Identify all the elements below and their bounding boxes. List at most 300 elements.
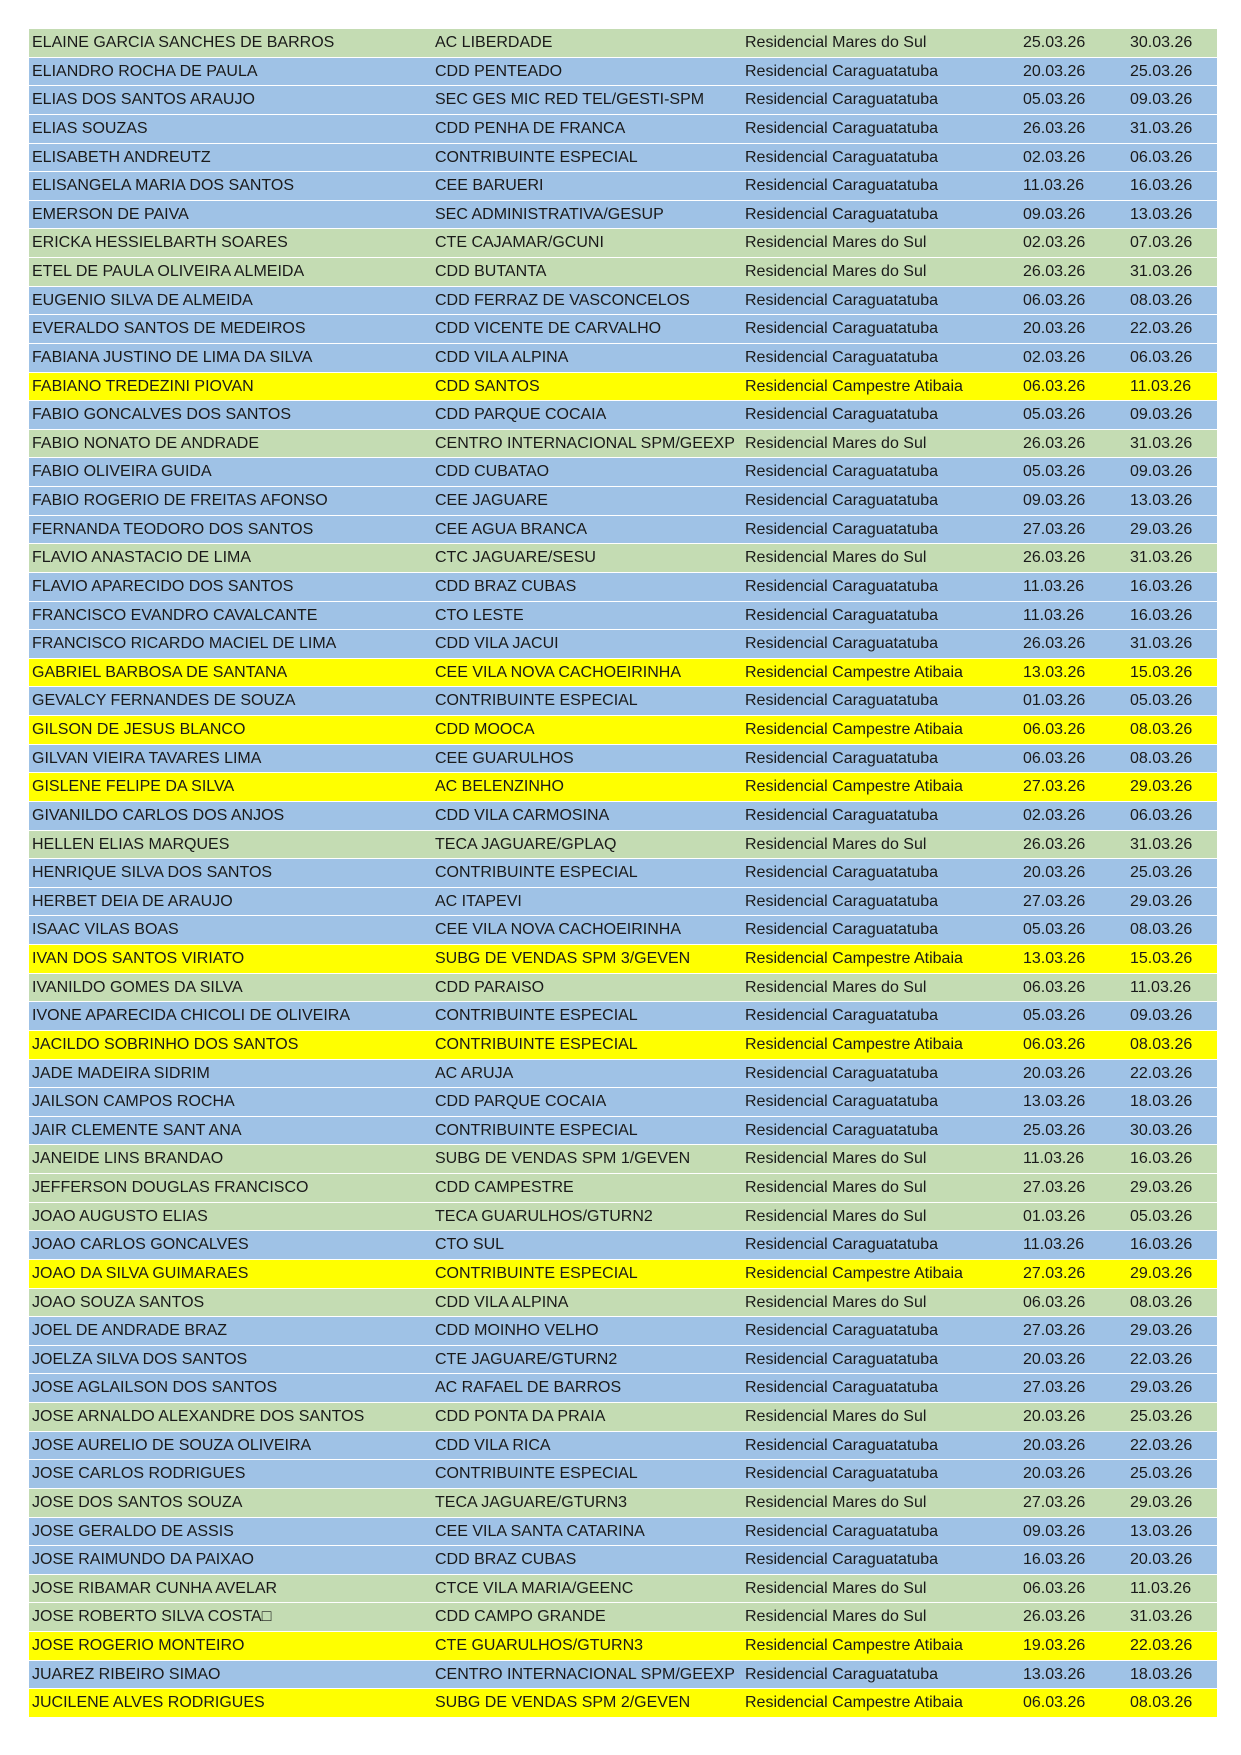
unit-cell: CEE AGUA BRANCA xyxy=(435,520,588,538)
guest-name-cell: ELIAS DOS SANTOS ARAUJO xyxy=(32,91,255,109)
unit-cell: CONTRIBUINTE ESPECIAL xyxy=(435,864,638,882)
guest-name-cell: JOSE DOS SANTOS SOUZA xyxy=(32,1493,243,1511)
residence-cell: Residencial Campestre Atibaia xyxy=(745,1264,963,1282)
residence-cell: Residencial Caraguatatuba xyxy=(745,749,939,767)
start-date-cell: 13.03.26 xyxy=(1023,663,1086,681)
residence-cell: Residencial Mares do Sul xyxy=(745,1408,927,1425)
residence-cell: Residencial Caraguatatuba xyxy=(745,205,939,223)
residence-cell: Residencial Caraguatatuba xyxy=(745,1236,939,1254)
end-date-cell: 29.03.26 xyxy=(1130,778,1193,796)
end-date-cell: 30.03.26 xyxy=(1130,34,1193,51)
unit-cell: SUBG DE VENDAS SPM 1/GEVEN xyxy=(435,1150,691,1168)
start-date-cell: 19.03.26 xyxy=(1023,1637,1086,1654)
guest-name-cell: JOSE ARNALDO ALEXANDRE DOS SANTOS xyxy=(32,1408,365,1425)
unit-cell: CTE CAJAMAR/GCUNI xyxy=(435,234,604,252)
table-row xyxy=(29,1546,1217,1575)
residence-cell: Residencial Mares do Sul xyxy=(745,34,927,51)
end-date-cell: 31.03.26 xyxy=(1130,835,1193,853)
end-date-cell: 18.03.26 xyxy=(1130,1093,1193,1111)
end-date-cell: 25.03.26 xyxy=(1130,62,1193,80)
start-date-cell: 26.03.26 xyxy=(1023,549,1086,567)
residence-cell: Residencial Campestre Atibaia xyxy=(745,1694,963,1712)
start-date-cell: 01.03.26 xyxy=(1023,692,1086,710)
start-date-cell: 06.03.26 xyxy=(1023,1293,1086,1311)
residence-cell: Residencial Caraguatatuba xyxy=(745,806,939,824)
guest-name-cell: HENRIQUE SILVA DOS SANTOS xyxy=(32,864,273,882)
residence-cell: Residencial Campestre Atibaia xyxy=(745,950,963,967)
start-date-cell: 27.03.26 xyxy=(1023,1264,1086,1282)
end-date-cell: 13.03.26 xyxy=(1130,492,1193,509)
table-row xyxy=(29,1145,1217,1174)
residence-cell: Residencial Mares do Sul xyxy=(745,1293,927,1311)
unit-cell: CTO SUL xyxy=(435,1236,505,1254)
table-row xyxy=(29,1346,1217,1375)
start-date-cell: 05.03.26 xyxy=(1023,1007,1086,1025)
table-row xyxy=(29,1231,1217,1260)
unit-cell: CDD PARQUE COCAIA xyxy=(435,1093,607,1111)
guest-name-cell: JOAO DA SILVA GUIMARAES xyxy=(32,1264,249,1282)
end-date-cell: 31.03.26 xyxy=(1130,263,1193,280)
guest-name-cell: ISAAC VILAS BOAS xyxy=(32,921,179,939)
unit-cell: SEC GES MIC RED TEL/GESTI-SPM xyxy=(435,91,705,109)
end-date-cell: 29.03.26 xyxy=(1130,892,1193,910)
end-date-cell: 13.03.26 xyxy=(1130,205,1193,223)
table-row xyxy=(29,1518,1217,1547)
start-date-cell: 13.03.26 xyxy=(1023,950,1086,967)
end-date-cell: 18.03.26 xyxy=(1130,1665,1193,1683)
guest-name-cell: ELAINE GARCIA SANCHES DE BARROS xyxy=(32,34,335,51)
unit-cell: CDD VILA CARMOSINA xyxy=(435,806,610,824)
start-date-cell: 11.03.26 xyxy=(1023,177,1085,195)
end-date-cell: 09.03.26 xyxy=(1130,91,1193,109)
residence-cell: Residencial Mares do Sul xyxy=(745,1150,927,1168)
start-date-cell: 20.03.26 xyxy=(1023,864,1086,882)
unit-cell: CONTRIBUINTE ESPECIAL xyxy=(435,148,638,166)
guest-name-cell: JOAO SOUZA SANTOS xyxy=(32,1293,205,1311)
unit-cell: CONTRIBUINTE ESPECIAL xyxy=(435,1465,638,1483)
guest-name-cell: JOSE GERALDO DE ASSIS xyxy=(32,1522,234,1540)
guest-name-cell: JACILDO SOBRINHO DOS SANTOS xyxy=(32,1035,299,1053)
end-date-cell: 15.03.26 xyxy=(1130,950,1193,967)
guest-name-cell: ELISANGELA MARIA DOS SANTOS xyxy=(32,177,295,195)
end-date-cell: 31.03.26 xyxy=(1130,119,1193,137)
end-date-cell: 05.03.26 xyxy=(1130,692,1193,710)
start-date-cell: 05.03.26 xyxy=(1023,406,1086,424)
table-row xyxy=(29,487,1217,516)
end-date-cell: 30.03.26 xyxy=(1130,1121,1193,1139)
table-row xyxy=(29,115,1217,144)
table-row xyxy=(29,58,1217,87)
end-date-cell: 20.03.26 xyxy=(1130,1551,1193,1569)
start-date-cell: 11.03.26 xyxy=(1023,606,1085,624)
guest-name-cell: JUAREZ RIBEIRO SIMAO xyxy=(32,1665,221,1683)
unit-cell: CEE JAGUARE xyxy=(435,492,548,509)
table-row xyxy=(29,144,1217,173)
end-date-cell: 15.03.26 xyxy=(1130,663,1193,681)
end-date-cell: 25.03.26 xyxy=(1130,864,1193,882)
guest-name-cell: FLAVIO APARECIDO DOS SANTOS xyxy=(32,577,294,595)
table-row xyxy=(29,916,1217,945)
start-date-cell: 06.03.26 xyxy=(1023,978,1086,996)
table-row xyxy=(29,773,1217,802)
end-date-cell: 06.03.26 xyxy=(1130,806,1193,824)
residence-cell: Residencial Mares do Sul xyxy=(745,978,927,996)
start-date-cell: 06.03.26 xyxy=(1023,377,1086,395)
table-row xyxy=(29,1403,1217,1432)
table-row xyxy=(29,1031,1217,1060)
residence-cell: Residencial Campestre Atibaia xyxy=(745,721,963,738)
start-date-cell: 11.03.26 xyxy=(1023,1150,1085,1168)
residence-cell: Residencial Caraguatatuba xyxy=(745,692,939,710)
residence-cell: Residencial Campestre Atibaia xyxy=(745,663,963,681)
start-date-cell: 20.03.26 xyxy=(1023,1408,1086,1425)
start-date-cell: 05.03.26 xyxy=(1023,91,1086,109)
guest-name-cell: JOSE AGLAILSON DOS SANTOS xyxy=(32,1379,278,1397)
guest-name-cell: JUCILENE ALVES RODRIGUES xyxy=(32,1694,265,1712)
guest-name-cell: HELLEN ELIAS MARQUES xyxy=(32,835,230,853)
start-date-cell: 27.03.26 xyxy=(1023,778,1086,796)
residence-cell: Residencial Mares do Sul xyxy=(745,263,927,280)
table-row xyxy=(29,516,1217,545)
table-row xyxy=(29,602,1217,631)
end-date-cell: 29.03.26 xyxy=(1130,1264,1193,1282)
start-date-cell: 26.03.26 xyxy=(1023,635,1086,653)
guest-name-cell: JOAO CARLOS GONCALVES xyxy=(32,1236,249,1254)
residence-cell: Residencial Caraguatatuba xyxy=(745,1465,939,1483)
table-row xyxy=(29,1174,1217,1203)
end-date-cell: 11.03.26 xyxy=(1130,978,1192,996)
end-date-cell: 22.03.26 xyxy=(1130,1350,1193,1368)
guest-name-cell: FABIANA JUSTINO DE LIMA DA SILVA xyxy=(32,348,313,366)
start-date-cell: 26.03.26 xyxy=(1023,1608,1086,1626)
end-date-cell: 09.03.26 xyxy=(1130,1007,1193,1025)
end-date-cell: 16.03.26 xyxy=(1130,1236,1193,1254)
guest-name-cell: FABIO NONATO DE ANDRADE xyxy=(32,434,260,452)
table-row xyxy=(29,258,1217,287)
guest-name-cell: FABIANO TREDEZINI PIOVAN xyxy=(32,377,254,395)
start-date-cell: 05.03.26 xyxy=(1023,921,1086,939)
residence-cell: Residencial Caraguatatuba xyxy=(745,921,939,939)
table-row xyxy=(29,1661,1217,1690)
start-date-cell: 25.03.26 xyxy=(1023,34,1086,51)
table-row xyxy=(29,1374,1217,1403)
end-date-cell: 29.03.26 xyxy=(1130,1493,1193,1511)
table-row xyxy=(29,1117,1217,1146)
start-date-cell: 27.03.26 xyxy=(1023,520,1086,538)
table-row xyxy=(29,401,1217,430)
guest-name-cell: JOEL DE ANDRADE BRAZ xyxy=(32,1322,228,1340)
residence-cell: Residencial Mares do Sul xyxy=(745,1608,927,1626)
guest-name-cell: JANEIDE LINS BRANDAO xyxy=(32,1150,224,1168)
unit-cell: CEE VILA SANTA CATARINA xyxy=(435,1522,645,1540)
end-date-cell: 16.03.26 xyxy=(1130,1150,1193,1168)
start-date-cell: 01.03.26 xyxy=(1023,1207,1086,1225)
end-date-cell: 29.03.26 xyxy=(1130,1322,1193,1340)
start-date-cell: 27.03.26 xyxy=(1023,1379,1086,1397)
end-date-cell: 09.03.26 xyxy=(1130,406,1193,424)
end-date-cell: 25.03.26 xyxy=(1130,1408,1193,1425)
end-date-cell: 31.03.26 xyxy=(1130,1608,1193,1626)
unit-cell: CTO LESTE xyxy=(435,606,524,624)
table-row xyxy=(29,831,1217,860)
end-date-cell: 16.03.26 xyxy=(1130,606,1193,624)
guest-name-cell: EVERALDO SANTOS DE MEDEIROS xyxy=(32,320,306,338)
residence-cell: Residencial Mares do Sul xyxy=(745,549,927,567)
table-row xyxy=(29,1203,1217,1232)
table-row xyxy=(29,859,1217,888)
start-date-cell: 06.03.26 xyxy=(1023,1035,1086,1053)
unit-cell: TECA JAGUARE/GPLAQ xyxy=(435,835,617,853)
table-row xyxy=(29,974,1217,1003)
unit-cell: CDD FERRAZ DE VASCONCELOS xyxy=(435,291,690,309)
end-date-cell: 08.03.26 xyxy=(1130,1694,1193,1712)
table-row xyxy=(29,687,1217,716)
unit-cell: AC LIBERDADE xyxy=(435,34,553,51)
start-date-cell: 26.03.26 xyxy=(1023,263,1086,280)
guest-name-cell: ELIANDRO ROCHA DE PAULA xyxy=(32,62,258,80)
guest-name-cell: FRANCISCO RICARDO MACIEL DE LIMA xyxy=(32,635,337,653)
residence-cell: Residencial Caraguatatuba xyxy=(745,1121,939,1139)
unit-cell: CDD PENTEADO xyxy=(435,62,563,80)
unit-cell: CONTRIBUINTE ESPECIAL xyxy=(435,1007,638,1025)
table-row xyxy=(29,630,1217,659)
start-date-cell: 20.03.26 xyxy=(1023,1350,1086,1368)
start-date-cell: 26.03.26 xyxy=(1023,119,1086,137)
residence-cell: Residencial Campestre Atibaia xyxy=(745,1035,963,1053)
end-date-cell: 09.03.26 xyxy=(1130,463,1193,481)
unit-cell: CDD CAMPO GRANDE xyxy=(435,1608,606,1626)
unit-cell: CEE GUARULHOS xyxy=(435,749,574,767)
residence-cell: Residencial Mares do Sul xyxy=(745,1579,927,1597)
start-date-cell: 06.03.26 xyxy=(1023,749,1086,767)
table-row xyxy=(29,544,1217,573)
unit-cell: CEE BARUERI xyxy=(435,177,544,195)
guest-name-cell: JOSE ROGERIO MONTEIRO xyxy=(32,1637,245,1654)
guest-name-cell: ELISABETH ANDREUTZ xyxy=(32,148,211,166)
residence-cell: Residencial Caraguatatuba xyxy=(745,606,939,624)
residence-cell: Residencial Caraguatatuba xyxy=(745,1551,939,1569)
residence-cell: Residencial Caraguatatuba xyxy=(745,1522,939,1540)
unit-cell: CDD PARQUE COCAIA xyxy=(435,406,607,424)
unit-cell: CONTRIBUINTE ESPECIAL xyxy=(435,1035,638,1053)
unit-cell: CDD MOINHO VELHO xyxy=(435,1322,599,1340)
end-date-cell: 31.03.26 xyxy=(1130,549,1193,567)
end-date-cell: 07.03.26 xyxy=(1130,234,1193,252)
table-row xyxy=(29,1460,1217,1489)
residence-cell: Residencial Caraguatatuba xyxy=(745,91,939,109)
end-date-cell: 08.03.26 xyxy=(1130,721,1193,738)
residence-cell: Residencial Caraguatatuba xyxy=(745,177,939,195)
unit-cell: TECA JAGUARE/GTURN3 xyxy=(435,1493,628,1511)
start-date-cell: 06.03.26 xyxy=(1023,1579,1086,1597)
residence-cell: Residencial Caraguatatuba xyxy=(745,1379,939,1397)
unit-cell: CDD VILA ALPINA xyxy=(435,1293,569,1311)
table-row xyxy=(29,1432,1217,1461)
unit-cell: CDD BUTANTA xyxy=(435,263,547,280)
end-date-cell: 22.03.26 xyxy=(1130,1637,1193,1654)
guest-name-cell: ETEL DE PAULA OLIVEIRA ALMEIDA xyxy=(32,263,305,280)
guest-name-cell: FABIO OLIVEIRA GUIDA xyxy=(32,463,212,481)
guest-name-cell: JADE MADEIRA SIDRIM xyxy=(32,1064,210,1082)
table-row xyxy=(29,373,1217,402)
table-row xyxy=(29,659,1217,688)
guest-name-cell: FLAVIO ANASTACIO DE LIMA xyxy=(32,549,252,567)
guest-name-cell: IVAN DOS SANTOS VIRIATO xyxy=(32,950,245,967)
unit-cell: CONTRIBUINTE ESPECIAL xyxy=(435,1264,638,1282)
guest-name-cell: ELIAS SOUZAS xyxy=(32,119,148,137)
table-row xyxy=(29,716,1217,745)
table-row xyxy=(29,1260,1217,1289)
start-date-cell: 26.03.26 xyxy=(1023,434,1086,452)
start-date-cell: 27.03.26 xyxy=(1023,892,1086,910)
start-date-cell: 27.03.26 xyxy=(1023,1179,1086,1196)
table-row xyxy=(29,1689,1217,1718)
unit-cell: SUBG DE VENDAS SPM 2/GEVEN xyxy=(435,1694,691,1712)
end-date-cell: 13.03.26 xyxy=(1130,1522,1193,1540)
guest-name-cell: ERICKA HESSIELBARTH SOARES xyxy=(32,234,288,252)
start-date-cell: 20.03.26 xyxy=(1023,1436,1086,1454)
unit-cell: CDD SANTOS xyxy=(435,377,540,395)
table-row xyxy=(29,86,1217,115)
end-date-cell: 06.03.26 xyxy=(1130,148,1193,166)
unit-cell: CTCE VILA MARIA/GEENC xyxy=(435,1579,634,1597)
residence-cell: Residencial Mares do Sul xyxy=(745,434,927,452)
start-date-cell: 13.03.26 xyxy=(1023,1665,1086,1683)
start-date-cell: 11.03.26 xyxy=(1023,1236,1085,1254)
reservation-table xyxy=(29,29,1217,1718)
guest-name-cell: JAILSON CAMPOS ROCHA xyxy=(32,1093,235,1111)
start-date-cell: 09.03.26 xyxy=(1023,492,1086,509)
table-row xyxy=(29,1489,1217,1518)
residence-cell: Residencial Caraguatatuba xyxy=(745,577,939,595)
table-row xyxy=(29,287,1217,316)
residence-cell: Residencial Caraguatatuba xyxy=(745,291,939,309)
end-date-cell: 06.03.26 xyxy=(1130,348,1193,366)
residence-cell: Residencial Caraguatatuba xyxy=(745,492,939,509)
unit-cell: CONTRIBUINTE ESPECIAL xyxy=(435,1121,638,1139)
residence-cell: Residencial Caraguatatuba xyxy=(745,148,939,166)
guest-name-cell: JOSE CARLOS RODRIGUES xyxy=(32,1465,246,1483)
end-date-cell: 22.03.26 xyxy=(1130,1064,1193,1082)
guest-name-cell: JOSE RIBAMAR CUNHA AVELAR xyxy=(32,1579,278,1597)
guest-name-cell: GISLENE FELIPE DA SILVA xyxy=(32,778,235,796)
start-date-cell: 27.03.26 xyxy=(1023,1322,1086,1340)
residence-cell: Residencial Caraguatatuba xyxy=(745,1665,939,1683)
start-date-cell: 13.03.26 xyxy=(1023,1093,1086,1111)
unit-cell: CEE VILA NOVA CACHOEIRINHA xyxy=(435,921,681,939)
guest-name-cell: FRANCISCO EVANDRO CAVALCANTE xyxy=(32,606,318,624)
end-date-cell: 22.03.26 xyxy=(1130,1436,1193,1454)
start-date-cell: 05.03.26 xyxy=(1023,463,1086,481)
unit-cell: SUBG DE VENDAS SPM 3/GEVEN xyxy=(435,950,691,967)
residence-cell: Residencial Caraguatatuba xyxy=(745,463,939,481)
unit-cell: TECA GUARULHOS/GTURN2 xyxy=(435,1207,653,1225)
unit-cell: CTE GUARULHOS/GTURN3 xyxy=(435,1637,644,1654)
start-date-cell: 26.03.26 xyxy=(1023,835,1086,853)
table-row xyxy=(29,430,1217,459)
guest-name-cell: JOELZA SILVA DOS SANTOS xyxy=(32,1350,248,1368)
unit-cell: CDD PARAISO xyxy=(435,978,545,996)
residence-cell: Residencial Mares do Sul xyxy=(745,234,927,252)
unit-cell: AC BELENZINHO xyxy=(435,778,564,796)
unit-cell: AC RAFAEL DE BARROS xyxy=(435,1379,622,1397)
unit-cell: CDD VILA JACUI xyxy=(435,635,559,653)
end-date-cell: 29.03.26 xyxy=(1130,520,1193,538)
end-date-cell: 29.03.26 xyxy=(1130,1379,1193,1397)
table-row xyxy=(29,458,1217,487)
residence-cell: Residencial Caraguatatuba xyxy=(745,406,939,424)
table-row xyxy=(29,1317,1217,1346)
end-date-cell: 08.03.26 xyxy=(1130,921,1193,939)
table-row xyxy=(29,1603,1217,1632)
guest-name-cell: FERNANDA TEODORO DOS SANTOS xyxy=(32,520,314,538)
residence-cell: Residencial Mares do Sul xyxy=(745,835,927,853)
table-row xyxy=(29,888,1217,917)
residence-cell: Residencial Caraguatatuba xyxy=(745,1093,939,1111)
start-date-cell: 09.03.26 xyxy=(1023,1522,1086,1540)
table-row xyxy=(29,201,1217,230)
table-row xyxy=(29,172,1217,201)
guest-name-cell: JOSE AURELIO DE SOUZA OLIVEIRA xyxy=(32,1436,312,1454)
end-date-cell: 31.03.26 xyxy=(1130,635,1193,653)
guest-name-cell: GEVALCY FERNANDES DE SOUZA xyxy=(32,692,296,710)
residence-cell: Residencial Caraguatatuba xyxy=(745,320,939,338)
table-row xyxy=(29,802,1217,831)
start-date-cell: 06.03.26 xyxy=(1023,1694,1086,1712)
guest-name-cell: JAIR CLEMENTE SANT ANA xyxy=(32,1121,242,1139)
end-date-cell: 11.03.26 xyxy=(1130,1579,1192,1597)
guest-name-cell: IVANILDO GOMES DA SILVA xyxy=(32,978,243,996)
table-row xyxy=(29,1575,1217,1604)
end-date-cell: 11.03.26 xyxy=(1130,377,1192,395)
end-date-cell: 31.03.26 xyxy=(1130,434,1193,452)
unit-cell: CENTRO INTERNACIONAL SPM/GEEXP xyxy=(435,1665,735,1683)
start-date-cell: 06.03.26 xyxy=(1023,721,1086,738)
unit-cell: CDD PONTA DA PRAIA xyxy=(435,1408,606,1425)
unit-cell: SEC ADMINISTRATIVA/GESUP xyxy=(435,205,664,223)
residence-cell: Residencial Campestre Atibaia xyxy=(745,778,963,796)
guest-name-cell: IVONE APARECIDA CHICOLI DE OLIVEIRA xyxy=(32,1007,351,1025)
unit-cell: CENTRO INTERNACIONAL SPM/GEEXP xyxy=(435,434,735,452)
start-date-cell: 06.03.26 xyxy=(1023,291,1086,309)
residence-cell: Residencial Caraguatatuba xyxy=(745,119,939,137)
guest-name-cell: EUGENIO SILVA DE ALMEIDA xyxy=(32,291,253,309)
residence-cell: Residencial Caraguatatuba xyxy=(745,1322,939,1340)
start-date-cell: 02.03.26 xyxy=(1023,234,1086,252)
table-row xyxy=(29,229,1217,258)
residence-cell: Residencial Caraguatatuba xyxy=(745,1350,939,1368)
unit-cell: CDD PENHA DE FRANCA xyxy=(435,119,626,137)
residence-cell: Residencial Caraguatatuba xyxy=(745,1064,939,1082)
guest-name-cell: FABIO GONCALVES DOS SANTOS xyxy=(32,406,292,424)
start-date-cell: 25.03.26 xyxy=(1023,1121,1086,1139)
unit-cell: CONTRIBUINTE ESPECIAL xyxy=(435,692,638,710)
table-row xyxy=(29,1289,1217,1318)
table-row xyxy=(29,1088,1217,1117)
end-date-cell: 05.03.26 xyxy=(1130,1207,1193,1225)
table-row xyxy=(29,945,1217,974)
guest-name-cell: HERBET DEIA DE ARAUJO xyxy=(32,892,233,910)
unit-cell: CDD VILA ALPINA xyxy=(435,348,569,366)
start-date-cell: 20.03.26 xyxy=(1023,1064,1086,1082)
end-date-cell: 29.03.26 xyxy=(1130,1179,1193,1196)
unit-cell: CDD BRAZ CUBAS xyxy=(435,577,577,595)
residence-cell: Residencial Caraguatatuba xyxy=(745,864,939,882)
table-row xyxy=(29,344,1217,373)
end-date-cell: 08.03.26 xyxy=(1130,1035,1193,1053)
guest-name-cell: GILSON DE JESUS BLANCO xyxy=(32,721,246,738)
residence-cell: Residencial Campestre Atibaia xyxy=(745,1637,963,1654)
